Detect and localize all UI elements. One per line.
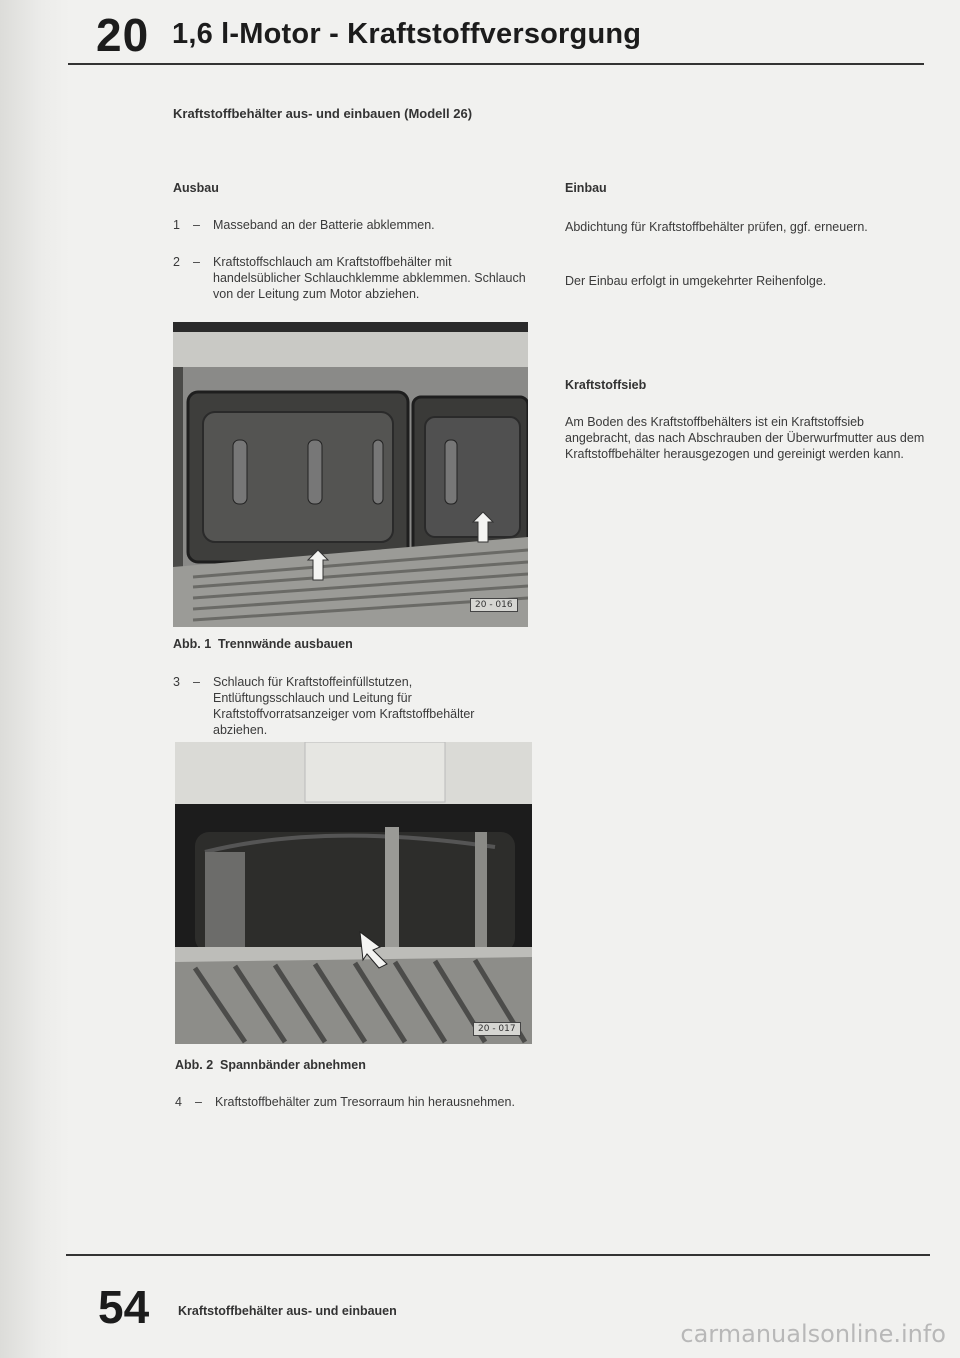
figure-1-photo xyxy=(173,322,528,627)
step-number: 4 xyxy=(175,1095,182,1109)
step-number: 2 xyxy=(173,255,180,269)
step-dash: – xyxy=(193,255,200,269)
einbau-heading: Einbau xyxy=(565,181,607,195)
footer-rule xyxy=(66,1254,930,1256)
figure-2-tag: 20 - 017 xyxy=(473,1022,521,1036)
chapter-title: 1,6 l-Motor - Kraftstoffversorgung xyxy=(172,18,642,50)
figure-2-label: Abb. 2 xyxy=(175,1058,214,1072)
figure-1-tag: 20 - 016 xyxy=(470,598,518,612)
step-number: 1 xyxy=(173,218,180,232)
page-edge-shadow xyxy=(0,0,70,1358)
step-text: Kraftstoffbehälter zum Tresorraum hin herausnehmen. xyxy=(215,1095,515,1109)
einbau-paragraph-1: Abdichtung für Kraftstoffbehälter prüfen, ggf. erneuern. xyxy=(565,220,868,234)
kraftstoffsieb-paragraph: Am Boden des Kraftstoffbehälters ist ein Kraftstoffsieb angebracht, das nach Abschrauben der Überwurfmutter aus dem Kraftstoffbehälter herausgezogen und gereinigt werden kann. xyxy=(565,415,925,461)
einbau-paragraph-2: Der Einbau erfolgt in umgekehrter Reihenfolge. xyxy=(565,274,827,288)
footer-title: Kraftstoffbehälter aus- und einbauen xyxy=(178,1304,397,1318)
header-rule xyxy=(68,63,924,65)
step-dash: – xyxy=(195,1095,202,1109)
step-dash: – xyxy=(193,218,200,232)
figure-2-caption: Spannbänder abnehmen xyxy=(220,1058,366,1072)
page-number: 54 xyxy=(98,1281,150,1333)
step-dash: – xyxy=(193,675,200,689)
ausbau-heading: Ausbau xyxy=(173,181,219,195)
figure-2-photo xyxy=(175,742,532,1044)
figure-1-caption: Trennwände ausbauen xyxy=(218,637,353,651)
section-heading: Kraftstoffbehälter aus- und einbauen (Modell 26) xyxy=(173,106,473,121)
figure-1-label: Abb. 1 xyxy=(173,637,212,651)
step-text: Kraftstoffschlauch am Kraftstoffbehälter mit handelsüblicher Schlauchklemme abklemmen. Schlauch von der Leitung zum Motor abziehen. xyxy=(213,255,526,301)
kraftstoffsieb-heading: Kraftstoffsieb xyxy=(565,378,647,392)
step-text: Masseband an der Batterie abklemmen. xyxy=(213,218,435,232)
watermark-text: carmanualsonline.info xyxy=(680,1320,946,1348)
step-text: Schlauch für Kraftstoffeinfüllstutzen, Entlüftungsschlauch und Leitung für Kraftstoffvorratsanzeiger vom Kraftstoffbehälter abziehen. xyxy=(213,675,475,737)
chapter-number: 20 xyxy=(96,9,150,61)
step-number: 3 xyxy=(173,675,180,689)
